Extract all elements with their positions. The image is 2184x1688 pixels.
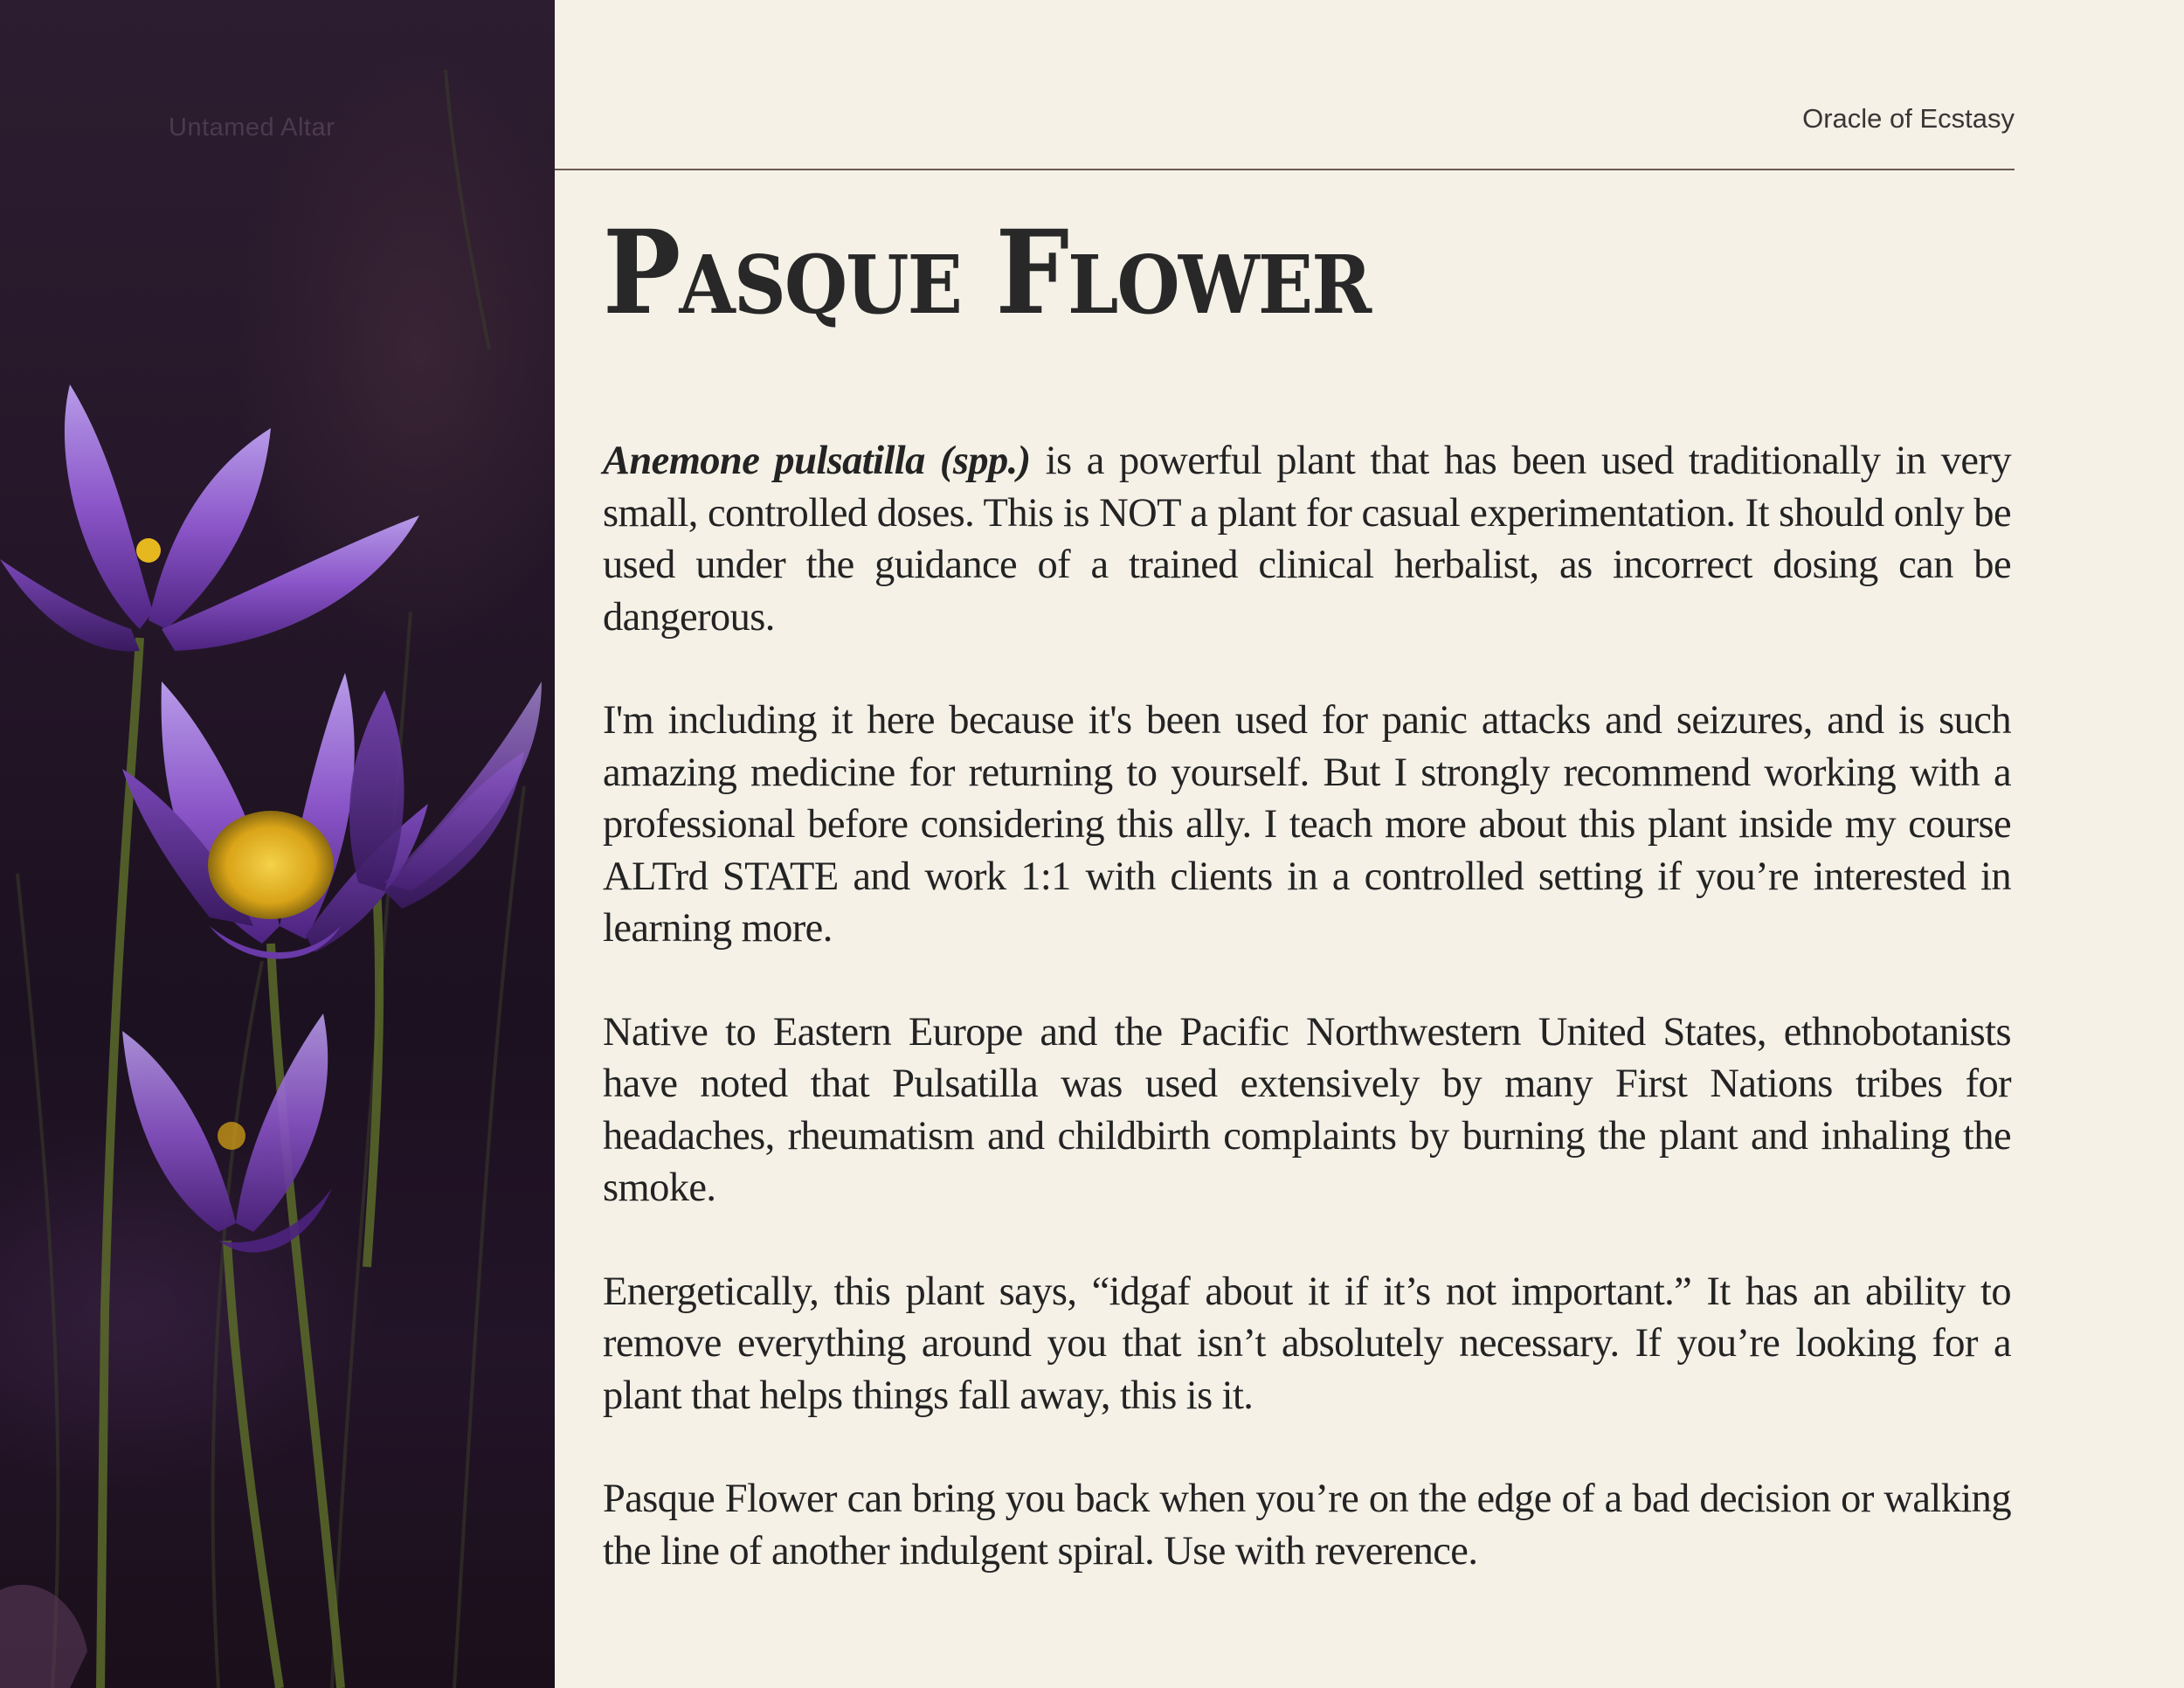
paragraph-intro: [603, 435, 2011, 643]
flower-lower: [122, 1013, 332, 1253]
page-title: Pasque Flower: [603, 205, 1371, 341]
paragraph-history: Native to Eastern Europe and the Pacific Northwestern United States, ethnobotanists have noted that Pulsatilla was used extensively by many First Nations tribes for headaches, rheumatism and childbirth complaints by burning the plant and inhaling the smoke.: [603, 1009, 2011, 1210]
flower-top: [0, 384, 419, 652]
flower-photo: [0, 0, 555, 1688]
article-body: [603, 435, 2011, 1629]
pasque-flower-illustration: [0, 0, 555, 1688]
paragraph-caution: I'm including it here because it's been used for panic attacks and seizures, and is such amazing medicine for returning to yourself. But I strongly recommend working with a professional before considering this ally. I teach more about this plant inside my course ALTrd STATE and work 1:1 with clients in a controlled setting if you’re interested in learning more.: [603, 698, 2011, 951]
paragraph-closing: Pasque Flower can bring you back when you’re on the edge of a bad decision or walking the line of another indulgent spiral. Use with reverence.: [603, 1477, 2011, 1574]
brand-watermark: Untamed Altar: [169, 114, 335, 142]
header-divider: [555, 169, 2015, 170]
paragraph-text: is a powerful plant that has been used traditionally in very small, controlled doses. This is NOT a plant for casual experimentation. It should only be used under the guidance of a trained clinical herbalist, as incorrect dosing can be dangerous.: [603, 439, 2011, 640]
header-title: Oracle of Ecstasy: [1802, 103, 2015, 134]
latin-name: Anemone pulsatilla (spp.): [603, 439, 1031, 483]
paragraph-energetics: Energetically, this plant says, “idgaf about it if it’s not important.” It has an ability to remove everything around you that isn’t absolutely necessary. If you’re looking for a plant that helps things fall away, this is it.: [603, 1269, 2011, 1418]
